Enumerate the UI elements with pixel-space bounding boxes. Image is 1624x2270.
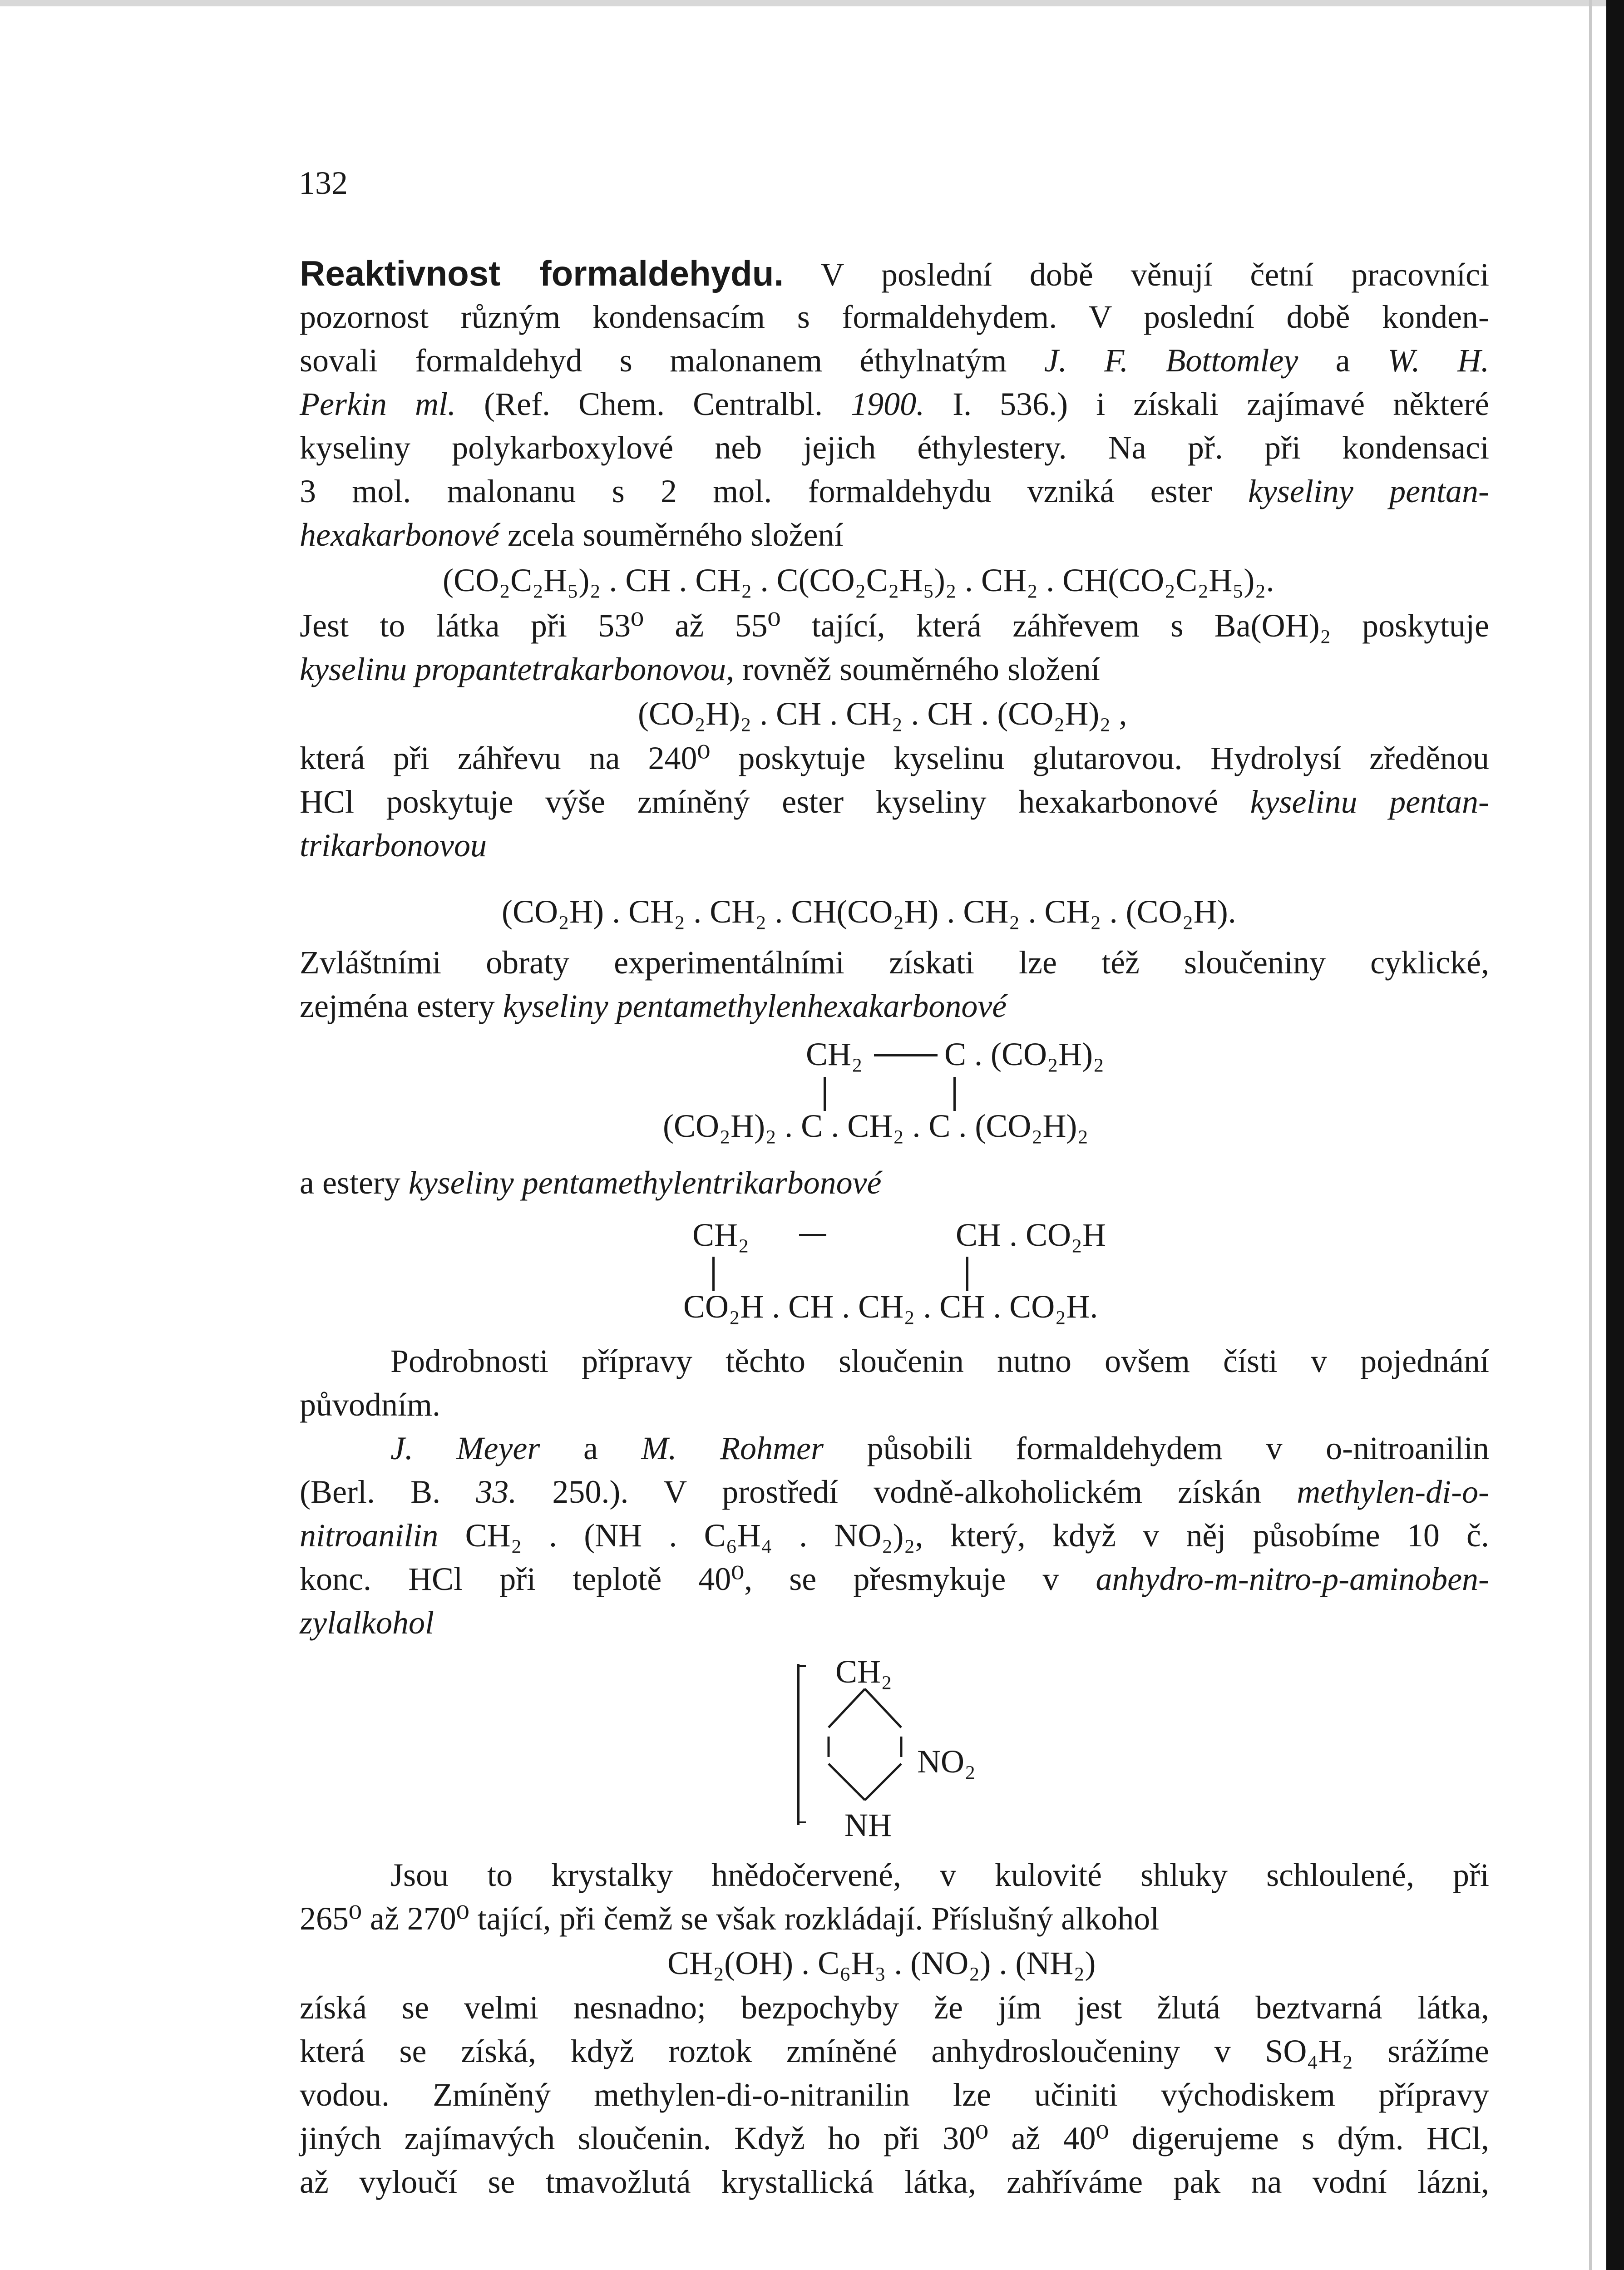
structure-label: CH₂ bbox=[806, 1036, 863, 1072]
text-line bbox=[300, 1600, 1489, 1645]
bracket-tick bbox=[800, 1665, 806, 1667]
text-line: která při záhřevu na 240⁰ poskytuje kyselinu glutarovou. Hydrolysí zředěnou bbox=[300, 740, 1489, 776]
compound-name: nitroanilin bbox=[300, 1517, 439, 1554]
text-line: nitroanilin CH₂ . (NH . C₆H₄ . NO₂)₂, který, když v něj působíme 10 č. bbox=[300, 1517, 1490, 1554]
compound-name: hexakarbonové bbox=[300, 517, 499, 553]
text-line: pozornost různým kondensacím s formaldehydem. V poslední době konden- bbox=[300, 299, 1489, 335]
text-line: Jest to látka při 53⁰ až 55⁰ tající, která záhřevem s Ba(OH)₂ poskytuje bbox=[300, 607, 1489, 644]
structure-label: CH₂ bbox=[692, 1217, 750, 1253]
structure-label: CH . CO₂H bbox=[956, 1217, 1106, 1253]
compound-name: zylalkohol bbox=[300, 1604, 434, 1641]
page-number: 132 bbox=[299, 165, 348, 201]
text-line: získá se velmi nesnadno; bezpochyby že jím jest žlutá beztvarná látka, bbox=[300, 1989, 1489, 2026]
structure-label: CH₂ bbox=[835, 1653, 893, 1690]
compound-name: kyseliny pentamethylenhexakarbonové bbox=[503, 988, 1007, 1024]
text-line: konc. HCl při teplotě 40⁰, se přesmykuje v anhydro-m-nitro-p-aminoben- bbox=[300, 1561, 1489, 1597]
scan-dark-border bbox=[1606, 0, 1624, 2270]
author-name: J. Meyer bbox=[390, 1430, 540, 1466]
bracket-line bbox=[797, 1664, 800, 1825]
structure-label: NH bbox=[844, 1807, 892, 1843]
text-line: 3 mol. malonanu s 2 mol. formaldehydu vzniká ester kyseliny pentan- bbox=[300, 473, 1490, 509]
structure-label: C . (CO₂H)₂ bbox=[944, 1036, 1105, 1072]
text-line: kyselinu propantetrakarbonovou, rovněž souměrného složení bbox=[300, 651, 1100, 687]
compound-name: trikarbonovou bbox=[300, 827, 487, 864]
text-line: Reaktivnost formaldehydu. V poslední době věnují četní pracovníci bbox=[300, 253, 1489, 293]
text-line: J. Meyer a M. Rohmer působili formaldehydem v o-nitroanilin bbox=[390, 1430, 1490, 1466]
text-line: původním. bbox=[300, 1387, 441, 1423]
text-line: Perkin ml. (Ref. Chem. Centralbl. 1900. I. 536.) i získali zajímavé některé bbox=[300, 386, 1490, 422]
formula-2: (CO₂H)₂ . CH . CH₂ . CH . (CO₂H)₂ , bbox=[638, 696, 1127, 732]
scan-top-edge bbox=[0, 0, 1624, 6]
formula-3: (CO₂H) . CH₂ . CH₂ . CH(CO₂H) . CH₂ . CH₂ . (CO₂H). bbox=[502, 893, 1236, 930]
text-line: (Berl. B. 33. 250.). V prostředí vodně-alkoholickém získán methylen-di-o- bbox=[300, 1474, 1490, 1510]
text-line: vodou. Zmíněný methylen-di-o-nitranilin lze učiniti východiskem přípravy bbox=[300, 2077, 1489, 2113]
text-line: Zvláštními obraty experimentálními získati lze též sloučeniny cyklické, bbox=[300, 944, 1489, 981]
compound-name: kyselinu pentan- bbox=[1250, 784, 1490, 820]
text-line: Podrobnosti přípravy těchto sloučenin nutno ovšem čísti v pojednání bbox=[390, 1343, 1489, 1379]
compound-name: methylen-di-o- bbox=[1297, 1474, 1490, 1510]
formula-4: CH₂(OH) . C₆H₃ . (NO₂) . (NH₂) bbox=[667, 1945, 1096, 1981]
section-heading: Reaktivnost formaldehydu. bbox=[300, 253, 784, 293]
compound-name: kyseliny pentan- bbox=[1248, 473, 1490, 509]
compound-name: anhydro-m-nitro-p-aminoben- bbox=[1096, 1561, 1489, 1597]
compound-name: kyselinu propantetrakarbonovou, bbox=[300, 651, 735, 687]
author-name: J. F. Bottomley bbox=[1044, 342, 1298, 379]
scan-page-edge-line bbox=[1589, 0, 1592, 2270]
text-line: Jsou to krystalky hnědočervené, v kulovité shluky schloulené, při bbox=[390, 1857, 1489, 1893]
structure-label: NO₂ bbox=[917, 1743, 976, 1780]
text-line: HCl poskytuje výše zmíněný ester kyseliny hexakarbonové kyselinu pentan- bbox=[300, 784, 1490, 820]
author-name: Perkin ml. bbox=[300, 386, 456, 422]
author-name: M. Rohmer bbox=[641, 1430, 824, 1466]
text-line: až vyloučí se tmavožlutá krystallická látka, zahříváme pak na vodní lázni, bbox=[300, 2164, 1489, 2200]
text-line: a estery kyseliny pentamethylentrikarbonové bbox=[300, 1165, 882, 1201]
text-line: 265⁰ až 270⁰ tající, při čemž se však rozkládají. Příslušný alkohol bbox=[300, 1900, 1160, 1937]
structure-label: CO₂H . CH . CH₂ . CH . CO₂H. bbox=[683, 1288, 1098, 1325]
text-line: která se získá, když roztok zmíněné anhydrosloučeniny v SO₄H₂ srážíme bbox=[300, 2033, 1489, 2069]
text-line: zejména estery kyseliny pentamethylenhexakarbonové bbox=[300, 988, 1007, 1024]
text-line: sovali formaldehyd s malonanem éthylnatým J. F. Bottomley a W. H. bbox=[300, 342, 1490, 379]
bond-line bbox=[874, 1054, 938, 1056]
text-line: kyseliny polykarboxylové neb jejich éthylestery. Na př. při kondensaci bbox=[300, 429, 1489, 466]
bracket-tick bbox=[800, 1821, 806, 1823]
compound-name: kyseliny pentamethylentrikarbonové bbox=[408, 1165, 882, 1201]
text-line: jiných zajímavých sloučenin. Když ho při 30⁰ až 40⁰ digerujeme s dým. HCl, bbox=[300, 2120, 1489, 2156]
bond-line bbox=[799, 1234, 826, 1236]
ring-bonds bbox=[824, 1684, 906, 1807]
author-name: W. H. bbox=[1387, 342, 1490, 379]
text-line bbox=[300, 823, 1489, 868]
structure-label: (CO₂H)₂ . C . CH₂ . C . (CO₂H)₂ bbox=[663, 1108, 1089, 1144]
formula-1: (CO₂C₂H₅)₂ . CH . CH₂ . C(CO₂C₂H₅)₂ . CH₂ . CH(CO₂C₂H₅)₂. bbox=[443, 562, 1274, 598]
text-line: hexakarbonové zcela souměrného složení bbox=[300, 517, 844, 553]
